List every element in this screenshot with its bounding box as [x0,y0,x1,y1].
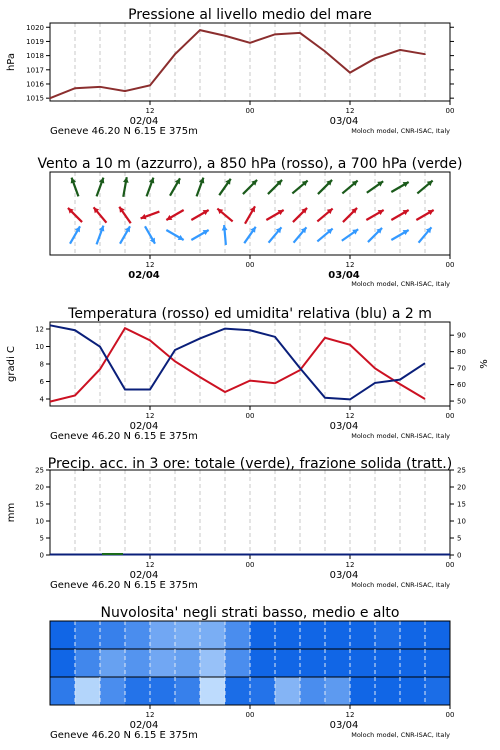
cloud-cell [325,621,351,650]
cloud-cell [350,621,376,650]
y-tick-right-label: 50 [457,397,466,406]
pressure-point [274,34,276,36]
pressure-point [199,29,201,31]
y-tick-right-label: 25 [457,466,466,475]
wind-arrow [141,212,160,220]
pressure-point [374,58,376,60]
y-tick-label: 1018 [26,52,44,61]
y-tick-label: 15 [35,500,44,509]
pressure-point [424,53,426,55]
cloud-cell [225,621,251,650]
y-tick-right-label: 10 [457,517,466,526]
y-tick-label: 1015 [26,94,44,103]
wind-arrow [166,210,183,220]
x-tick-label: 00 [245,261,255,269]
cloud-cell [250,621,276,650]
cloud-cell [300,649,326,678]
wind-arrow [191,210,208,220]
cloud-cell [300,677,326,706]
chart-title: Temperatura (rosso) ed umidita' relativa (blu) a 2 m [68,306,432,322]
cloud-cell [200,621,226,650]
pressure-point [99,86,101,88]
cloud-cell [175,621,201,650]
cloud-cell [300,621,326,650]
y-tick-label: 10 [35,343,44,351]
credit-label: Moloch model, CNR-ISAC, Italy [351,127,450,135]
wind-panel [37,156,462,288]
x-tick-label: 12 [345,412,355,420]
y-tick-label: 1020 [26,23,44,32]
chart-title: Precip. acc. in 3 ore: totale (verde), frazione solida (tratt.) [47,456,453,472]
cloud-cell [75,621,101,650]
x-tick-label: 12 [145,561,155,569]
date-label: 03/04 [329,570,359,581]
y-axis-label: mm [6,502,17,523]
wind-arrow [416,210,433,220]
x-tick-label: 00 [245,561,255,569]
y-tick-right-label: 80 [457,348,466,357]
cloud-cell [150,621,176,650]
y-tick-label: 4 [39,395,44,404]
cloud-cell [125,621,151,650]
x-tick-label: 00 [445,711,455,719]
x-tick-label: 12 [145,711,155,719]
cloud-cell [175,649,201,678]
x-tick-label: 12 [345,561,355,569]
cloud-cell [250,649,276,678]
wind-arrow [391,182,408,192]
temperature-line [50,328,425,402]
pressure-panel [6,7,454,137]
y-tick-right-label: 5 [457,534,462,543]
y-tick-right-label: 60 [457,381,466,390]
x-tick-label: 12 [145,412,155,420]
x-tick-label: 12 [345,711,355,719]
pressure-point [299,32,301,34]
credit-label: Moloch model, CNR-ISAC, Italy [351,432,450,440]
cloud-cell [375,649,401,678]
cloud-cell [275,677,301,706]
cloud-cell [200,677,226,706]
cloud-cell [375,677,401,706]
pressure-point [349,72,351,74]
date-label: 02/04 [129,421,159,432]
chart-title: Nuvolosita' negli strati basso, medio e alto [100,605,400,621]
cloud-cell [150,649,176,678]
cloud-cell [100,677,126,706]
cloud-cell [50,621,76,650]
cloud-cell [425,677,451,706]
cloud-cell [100,621,126,650]
cloud-cell [400,621,426,650]
wind-arrow [391,210,408,220]
pressure-point [174,53,176,55]
x-tick-label: 12 [145,107,155,115]
cloud-cell [425,621,451,650]
cloud-panel [50,605,454,741]
credit-label: Moloch model, CNR-ISAC, Italy [351,280,450,288]
y-tick-right-label: 15 [457,500,466,509]
y-axis-right-label: % [479,359,490,369]
precip-bar [102,553,123,555]
x-tick-label: 12 [145,261,155,269]
x-tick-label: 12 [345,261,355,269]
cloud-cell [375,621,401,650]
pressure-point [124,90,126,92]
y-tick-label: 12 [35,325,44,334]
cloud-cell [75,677,101,706]
y-tick-label: 1016 [26,80,44,89]
pressure-point [399,49,401,51]
cloud-cell [175,677,201,706]
y-tick-label: 0 [39,551,44,560]
x-tick-label: 00 [245,107,255,115]
cloud-cell [325,677,351,706]
cloud-cell [325,649,351,678]
y-tick-right-label: 70 [457,364,466,373]
y-axis-label: gradi C [6,346,17,382]
cloud-cell [150,677,176,706]
y-axis-label: hPa [6,52,17,72]
x-tick-label: 00 [245,412,255,420]
temperature-panel [6,306,490,442]
location-label: Geneve 46.20 N 6.15 E 375m [50,431,198,442]
cloud-cell [350,677,376,706]
pressure-point [49,97,51,99]
credit-label: Moloch model, CNR-ISAC, Italy [351,581,450,589]
cloud-cell [400,677,426,706]
chart-title: Pressione al livello medio del mare [128,7,372,23]
y-tick-right-label: 0 [457,551,462,560]
cloud-cell [75,649,101,678]
pressure-line [50,30,425,98]
x-tick-label: 00 [445,107,455,115]
cloud-cell [400,649,426,678]
wind-arrow [222,225,228,245]
y-tick-label: 1017 [26,66,44,75]
cloud-cell [200,649,226,678]
cloud-cell [50,649,76,678]
date-label: 02/04 [129,116,159,127]
y-tick-label: 6 [39,378,44,386]
x-tick-label: 00 [445,412,455,420]
pressure-point [324,51,326,53]
x-tick-label: 00 [245,711,255,719]
date-label: 02/04 [129,570,159,581]
pressure-point [149,85,151,87]
y-tick-label: 8 [39,360,44,369]
pressure-point [249,42,251,44]
precip-panel [6,456,466,591]
cloud-cell [225,677,251,706]
date-label: 03/04 [329,421,359,432]
cloud-cell [50,677,76,706]
cloud-cell [425,649,451,678]
cloud-cell [350,649,376,678]
cloud-cell [225,649,251,678]
location-label: Geneve 46.20 N 6.15 E 375m [50,730,198,741]
wind-arrow [123,177,129,197]
y-tick-label: 10 [35,517,44,526]
cloud-cell [100,649,126,678]
wind-arrow-head [222,225,228,230]
wind-arrow [97,226,105,245]
cloud-cell [250,677,276,706]
cloud-cell [275,621,301,650]
location-label: Geneve 46.20 N 6.15 E 375m [50,126,198,137]
y-tick-label: 1019 [26,37,44,46]
y-tick-right-label: 20 [457,483,466,492]
x-tick-label: 12 [345,107,355,115]
credit-label: Moloch model, CNR-ISAC, Italy [351,731,450,739]
date-label: 02/04 [128,270,160,281]
cloud-cell [275,649,301,678]
cloud-cell [125,677,151,706]
y-tick-right-label: 90 [457,331,466,340]
date-label: 03/04 [329,116,359,127]
pressure-point [74,87,76,89]
y-tick-label: 5 [39,534,44,543]
y-tick-label: 25 [35,466,44,475]
pressure-point [224,35,226,37]
chart-title: Vento a 10 m (azzurro), a 850 hPa (rosso), a 700 hPa (verde) [37,156,463,172]
x-tick-label: 00 [445,261,455,269]
location-label: Geneve 46.20 N 6.15 E 375m [50,580,198,591]
date-label: 02/04 [129,720,159,731]
y-tick-label: 20 [35,483,44,492]
date-label: 03/04 [329,720,359,731]
date-label: 03/04 [328,270,360,281]
cloud-cell [125,649,151,678]
wind-arrow [366,210,383,220]
wind-arrow [266,210,283,220]
x-tick-label: 00 [445,561,455,569]
